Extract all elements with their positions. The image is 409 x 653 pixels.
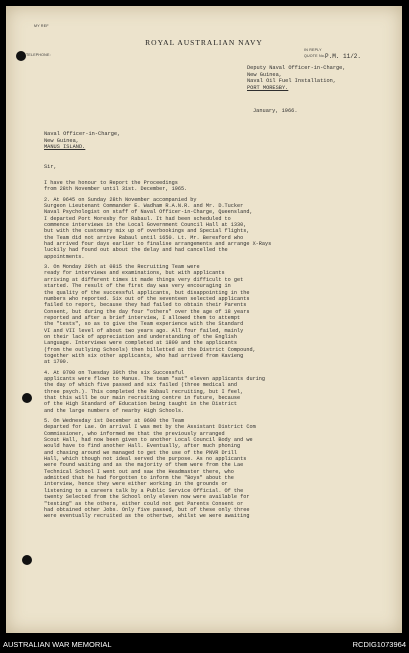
- reference-number: P.M. 11/2.: [325, 53, 362, 60]
- paragraph: 3. On Monday 29th at 0815 the Recruiting Team were ready for interviews and examinations, but with applicants arriving at different times it made things very difficult to get started. The result of the first day was very encouraging in the quality of the successful applicants, but disappointing in the numbers who reported. Six out of the seventeen selected applicants failed to report, because they had failed to obtain their Parents Consent, but during the day four "others" over the age of 18 years reported and after a brief interview, I allowed them to attempt the "tests", so as to give the Team experience with the Standard VI and VII level of about two years ago. All four failed, mainly on their lack of appreciation and understanding of the English Language. Interviews were completed at 1800 and the applicants (from the outlying Schools) then billetted at the District Compound, together with six other applicants, who had arrived from Kavieng at 1700.: [44, 264, 256, 366]
- recipient-line: MANUS ISLAND.: [44, 144, 86, 151]
- sender-line: Deputy Naval Officer-in-Charge,: [247, 65, 346, 71]
- paragraph: 2. At 0645 on Sunday 28th November accompanied by Surgeon Lieutenant Commander E. Wadham R.A.N.R. and Mr. D.Tucker Naval Psychologist on staff of Naval Officer-in-Charge, Queensland, I departed Port Moresby for Rabaul. It had been scheduled to commence interviews in the Local Government Council Hall at 1330, but with the customary mix up of overbookings and Special flights, the Team did not arrive Rabaul until 1650. Lt. Mr. Beresford who had arrived four days earlier to finalise arrangements and arrange X-Rays luckily had found out about the delay and had cancelled the appointments.: [44, 196, 272, 260]
- paragraph: 4. At 0700 on Tuesday 30th the six Successful applicants were flown to Manus. The team "sat" eleven applicants during the day of which five passed and six failed (three medical and three psych.). This completed the Rabaul recruiting, but I feel, that this will be our main recruiting centre in future, because of the High Standard of Education being taught in the District and the large numbers of nearby High Schools.: [44, 369, 266, 414]
- paragraph: 5. On Wednesday 1st December at 0600 the Team departed for Lae. On arrival I was met by the Assistant District Com Commissioner, who informed me that the previously arranged Scout Hall, had now been given to another Local Council Body and we would have to find another Hall. Eventually, after much phoning and chasing around we managed to get the use of the PNVR Drill Hall, which though not ideal served the purpose. As no applicants were found waiting and as the majority of them were from the Lae Technical School I went out and saw the Headmaster there, who admitted that he had forgotten to inform the "Boys" about the interview, hence they were either working in the grounds or listening to a careers talk by a Public Service Official. Of the twenty Selected from the School only eleven now were available for "testing" as the others, either could not get Parents Consent or had obtained other Jobs. Only five passed, but of these only three were eventually recruited as the othertwo, whilst we were awaiting: [44, 418, 256, 520]
- punch-hole-top: [16, 51, 26, 61]
- sender-line: New Guinea,: [247, 71, 282, 78]
- recipient-line: New Guinea,: [44, 137, 79, 144]
- my-ref-label: MY REF: [34, 24, 49, 28]
- telephone-label: TELEPHONE:: [26, 53, 51, 57]
- salutation: Sir,: [44, 164, 57, 170]
- punch-hole-bottom: [22, 555, 32, 565]
- sender-address: [247, 65, 346, 91]
- sender-line: Naval Oil Fuel Installation,: [247, 78, 337, 85]
- quote-no-label: QUOTE No.: [304, 54, 326, 58]
- recipient-address: [44, 131, 120, 151]
- paragraph: I have the honour to Report the Proceedings from 28th November until 31st. December, 1965.: [44, 180, 188, 193]
- letter-date: January, 1966.: [253, 108, 298, 114]
- letterhead-title: ROYAL AUSTRALIAN NAVY: [145, 38, 263, 47]
- document-page: [6, 6, 402, 633]
- footer-record-id: RCDIG1073964: [352, 640, 406, 649]
- in-reply-label: IN REPLY: [304, 48, 322, 52]
- sender-line: PORT MORESBY.: [247, 84, 289, 91]
- archive-footer: [0, 636, 409, 653]
- punch-hole-middle: [22, 393, 32, 403]
- letter-body: [44, 180, 374, 524]
- recipient-line: Naval Officer-in-Charge,: [44, 131, 121, 137]
- footer-source: AUSTRALIAN WAR MEMORIAL: [3, 640, 112, 649]
